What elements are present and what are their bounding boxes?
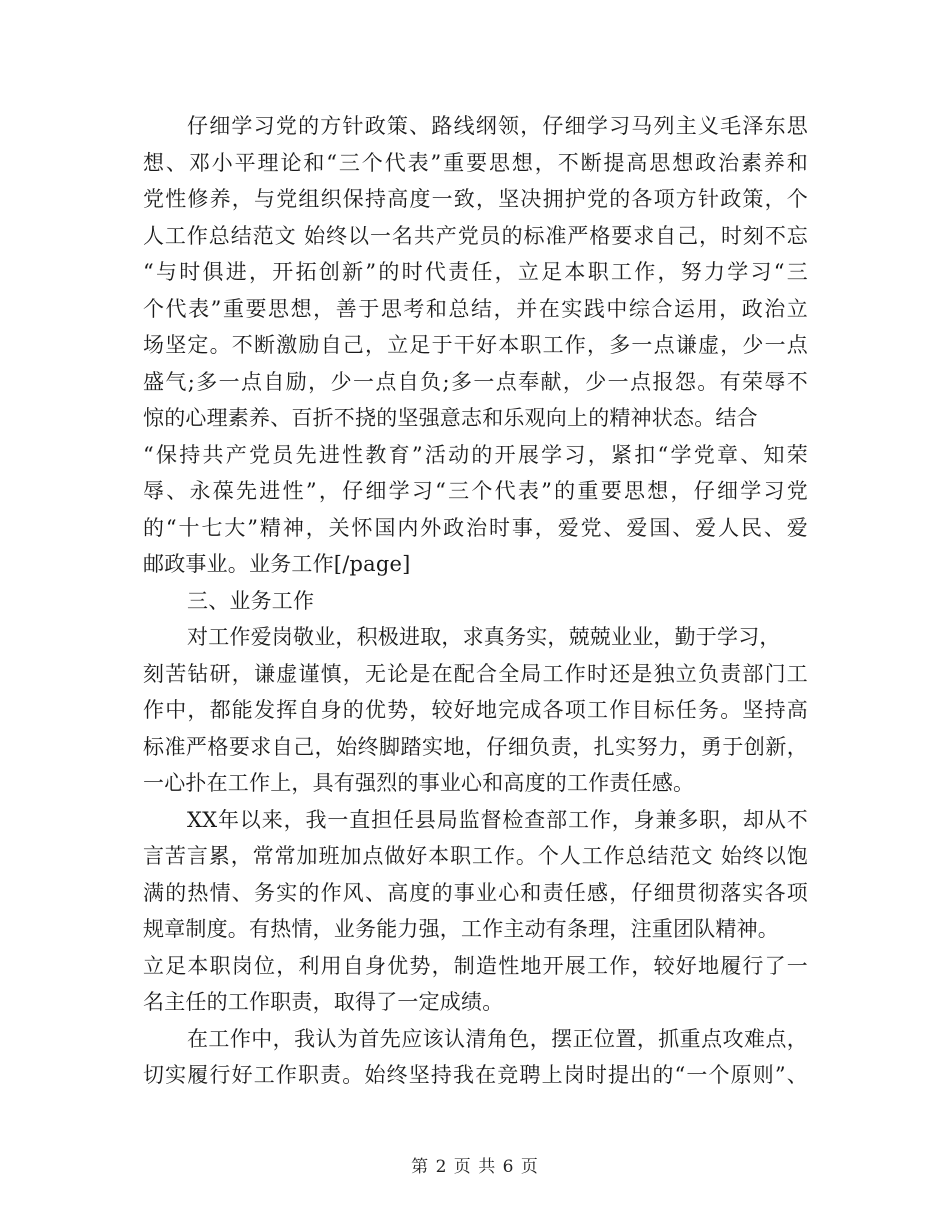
paragraph-line: 的“十七大”精神，关怀国内外政治时事，爱党、爱国、爱人民、爱 [143, 515, 808, 540]
paragraph-line: 作中，都能发挥自身的优势，较好地完成各项工作目标任务。坚持高 [143, 698, 808, 722]
paragraph-line: 对工作爱岗敬业，积极进取，求真务实，兢兢业业，勤于学习， [187, 625, 781, 649]
paragraph-line: 惊的心理素养、百折不挠的坚强意志和乐观向上的精神状态。结合 [143, 406, 758, 430]
document-body [143, 108, 808, 1094]
paragraph-line: 仔细学习党的方针政策、路线纲领，仔细学习马列主义毛泽东思 [187, 114, 808, 138]
paragraph-line: 名主任的工作职责，取得了一定成绩。 [143, 990, 504, 1014]
page-number-footer: 第 2 页 共 6 页 [411, 1157, 539, 1177]
paragraph-line: 人工作总结范文 始终以一名共产党员的标准严格要求自己，时刻不忘 [143, 223, 808, 248]
paragraph-line: 辱、永葆先进性”，仔细学习“三个代表”的重要思想，仔细学习党 [143, 479, 808, 503]
paragraph-line: 立足本职岗位，利用自身优势，制造性地开展工作，较好地履行了一 [143, 953, 808, 978]
paragraph-line: 个代表”重要思想，善于思考和总结，并在实践中综合运用，政治立 [143, 296, 808, 321]
paragraph-line: 标准严格要求自己，始终脚踏实地，仔细负责，扎实努力，勇于创新， [143, 734, 808, 759]
paragraph-line: 满的热情、务实的作风、高度的事业心和责任感，仔细贯彻落实各项 [143, 880, 808, 905]
section-heading: 三、业务工作 [187, 588, 315, 613]
paragraph-line: 在工作中，我认为首先应该认清角色，摆正位置，抓重点攻难点， [187, 1026, 808, 1051]
paragraph-line: 盛气;多一点自励，少一点自负;多一点奉献，少一点报怨。有荣辱不 [143, 369, 808, 394]
paragraph-line: “与时俱进，开拓创新”的时代责任，立足本职工作，努力学习“三 [143, 260, 808, 284]
paragraph-line: 邮政事业。业务工作[/page] [143, 552, 411, 576]
paragraph-line: XX年以来，我一直担任县局监督检查部工作，身兼多职，却从不 [187, 807, 808, 832]
paragraph-line: 场坚定。不断激励自己，立足于干好本职工作，多一点谦虚，少一点 [143, 333, 808, 357]
paragraph-line: 规章制度。有热情，业务能力强，工作主动有条理，注重团队精神。 [143, 917, 779, 941]
paragraph-line: 想、邓小平理论和“三个代表”重要思想，不断提高思想政治素养和 [143, 150, 808, 175]
paragraph-line: 刻苦钻研，谦虚谨慎，无论是在配合全局工作时还是独立负责部门工 [143, 661, 808, 686]
paragraph-line: 切实履行好工作职责。始终坚持我在竞聘上岗时提出的“一个原则”、 [143, 1063, 808, 1087]
paragraph-line: 言苦言累，常常加班加点做好本职工作。个人工作总结范文 始终以饱 [143, 844, 808, 868]
paragraph-line: 一心扑在工作上，具有强烈的事业心和高度的工作责任感。 [143, 771, 695, 795]
paragraph-line: “保持共产党员先进性教育”活动的开展学习，紧扣“学党章、知荣 [143, 442, 808, 467]
paragraph-line: 党性修养，与党组织保持高度一致，坚决拥护党的各项方针政策，个 [143, 187, 808, 211]
